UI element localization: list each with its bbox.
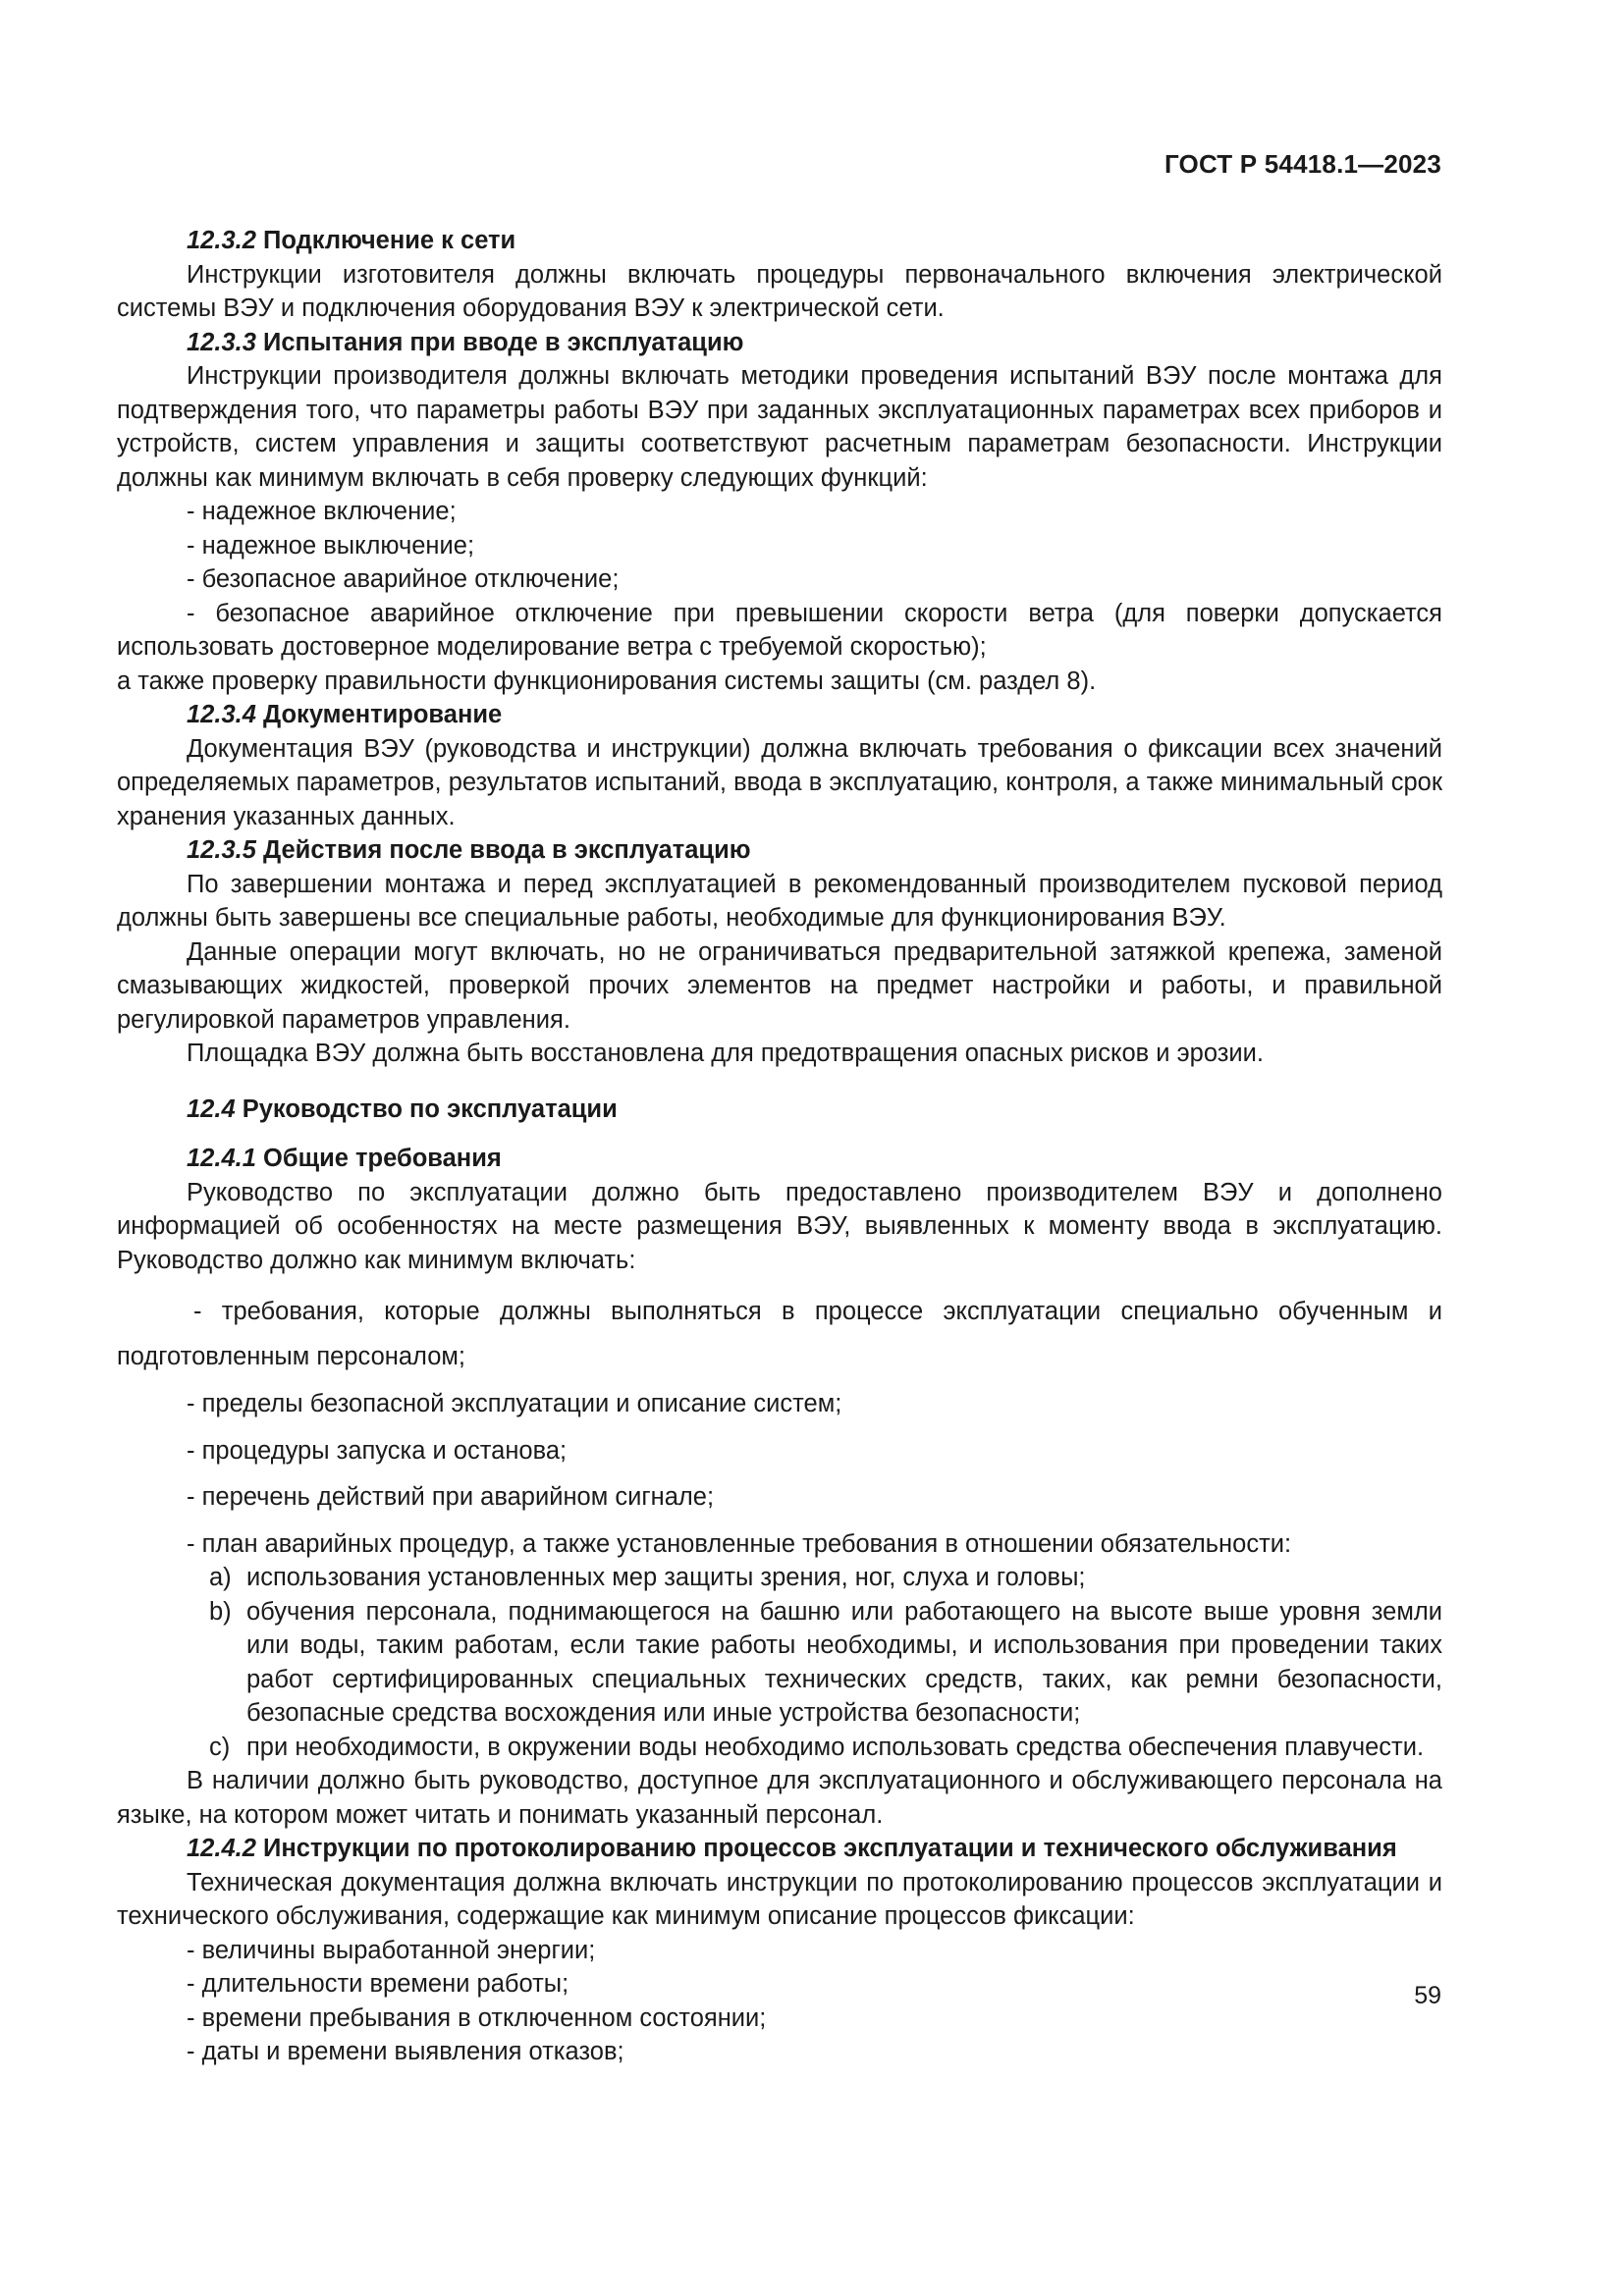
section-title: Действия после ввода в эксплуатацию [263,836,751,864]
list-item: - перечень действий при аварийном сигнале; [187,1483,715,1511]
sub-list-letter: a) [209,1564,232,1591]
sub-list-text: использования установленных мер защиты зрения, ног, слуха и головы; [246,1564,1086,1591]
section-number: 12.4.2 [187,1835,256,1862]
section-number: 12.3.4 [187,701,256,728]
list-item: - пределы безопасной эксплуатации и описание систем; [187,1390,842,1417]
paragraph: Инструкции изготовителя должны включать процедуры первоначального включения электрической системы ВЭУ и подключения оборудования ВЭУ к электрической сети. [117,260,1442,322]
paragraph: Документация ВЭУ (руководства и инструкции) должна включать требования о фиксации всех значений определяемых параметров, результатов испытаний, ввода в эксплуатацию, контроля, а также минимальный срок хранения указанных данных. [117,734,1442,830]
sub-list-item [117,1595,1442,1731]
paragraph: а также проверку правильности функционирования системы защиты (см. раздел 8). [117,667,1097,695]
section-heading-12-4-2 [117,1832,1442,1866]
list-item: - план аварийных процедур, а также установленные требования в отношении обязательности: [187,1529,1292,1558]
standard-designation: ГОСТ Р 54418.1—2023 [1164,149,1441,179]
document-body [117,224,1442,2069]
section-title: Общие требования [263,1145,502,1172]
section-heading-12-4-1 [117,1142,1442,1176]
list-item: - даты и времени выявления отказов; [187,2038,624,2065]
section-heading-12-3-5 [117,833,1442,868]
paragraph: В наличии должно быть руководство, доступное для эксплуатационного и обслуживающего персонала на языке, на котором может читать и понимать указанный персонал. [117,1767,1442,1829]
list-item: - требования, которые должны выполняться в процессе эксплуатации специально обученным и подготовленным персоналом; [117,1298,1442,1370]
section-number: 12.4 [187,1095,236,1123]
section-title: Руководство по эксплуатации [242,1095,618,1123]
paragraph: По завершении монтажа и перед эксплуатацией в рекомендованный производителем пусковой период должны быть завершены все специальные работы, необходимые для функционирования ВЭУ. [117,870,1442,932]
paragraph: Руководство по эксплуатации должно быть предоставлено производителем ВЭУ и дополнено информацией об особенностях на месте размещения ВЭУ, выявленных к моменту ввода в эксплуатацию. Руководство должно как минимум включать: [117,1178,1442,1274]
section-number: 12.3.5 [187,836,256,864]
sub-list-letter: c) [209,1733,231,1761]
sub-list-letter: b) [209,1597,232,1626]
section-title: Подключение к сети [263,227,516,254]
list-item: - безопасное аварийное отключение; [187,565,620,593]
list-item: - надежное включение; [187,498,457,525]
page-number: 59 [1414,1982,1441,2009]
paragraph: Данные операции могут включать, но не ограничиваться предварительной затяжкой крепежа, заменой смазывающих жидкостей, проверкой прочих элементов на предмет настройки и работы, и правильной регулировкой параметров управления. [117,937,1442,1034]
section-heading-12-3-3 [117,326,1442,360]
list-item: - величины выработанной энергии; [187,1936,596,1964]
paragraph: Площадка ВЭУ должна быть восстановлена для предотвращения опасных рисков и эрозии. [187,1040,1264,1067]
list-item: - надежное выключение; [187,531,475,560]
list-item: - безопасное аварийное отключение при превышении скорости ветра (для поверки допускается использовать достоверное моделирование ветра с требуемой скоростью); [117,599,1442,661]
sub-list-item [117,1561,1442,1595]
section-heading-12-3-2 [117,224,1442,258]
list-item: - процедуры запуска и останова; [187,1436,568,1465]
section-title: Инструкции по протоколированию процессов эксплуатации и технического обслуживания [263,1835,1397,1862]
section-number: 12.3.2 [187,227,256,254]
section-title: Испытания при вводе в эксплуатацию [263,328,744,356]
paragraph: Инструкции производителя должны включать методики проведения испытаний ВЭУ после монтажа для подтверждения того, что параметры работы ВЭУ при заданных эксплуатационных параметрах всех приборов и устройств, систем управления и защиты соответствуют расчетным параметрам безопасности. Инструкции должны как минимум включать в себя проверку следующих функций: [117,362,1442,492]
section-number: 12.3.3 [187,328,256,356]
sub-list-text: обучения персонала, поднимающегося на башню или работающего на высоте выше уровня земли или воды, таким работам, если такие работы необходимы, и использования при проведении таких работ сертифицированных специальных технических средств, таких, как ремни безопасности, безопасные средства восхождения или иные устройства безопасности; [246,1597,1442,1727]
list-item: - длительности времени работы; [187,1970,569,1998]
section-title: Документирование [263,701,503,728]
section-heading-12-3-4 [117,698,1442,732]
section-number: 12.4.1 [187,1145,256,1172]
list-item: - времени пребывания в отключенном состоянии; [187,2003,767,2032]
sub-list-item [117,1731,1442,1765]
sub-list-text: при необходимости, в окружении воды необходимо использовать средства обеспечения плавучести. [246,1733,1425,1761]
section-heading-12-4 [117,1093,1442,1127]
paragraph: Техническая документация должна включать инструкции по протоколированию процессов эксплуатации и технического обслуживания, содержащие как минимум описание процессов фиксации: [117,1868,1442,1930]
